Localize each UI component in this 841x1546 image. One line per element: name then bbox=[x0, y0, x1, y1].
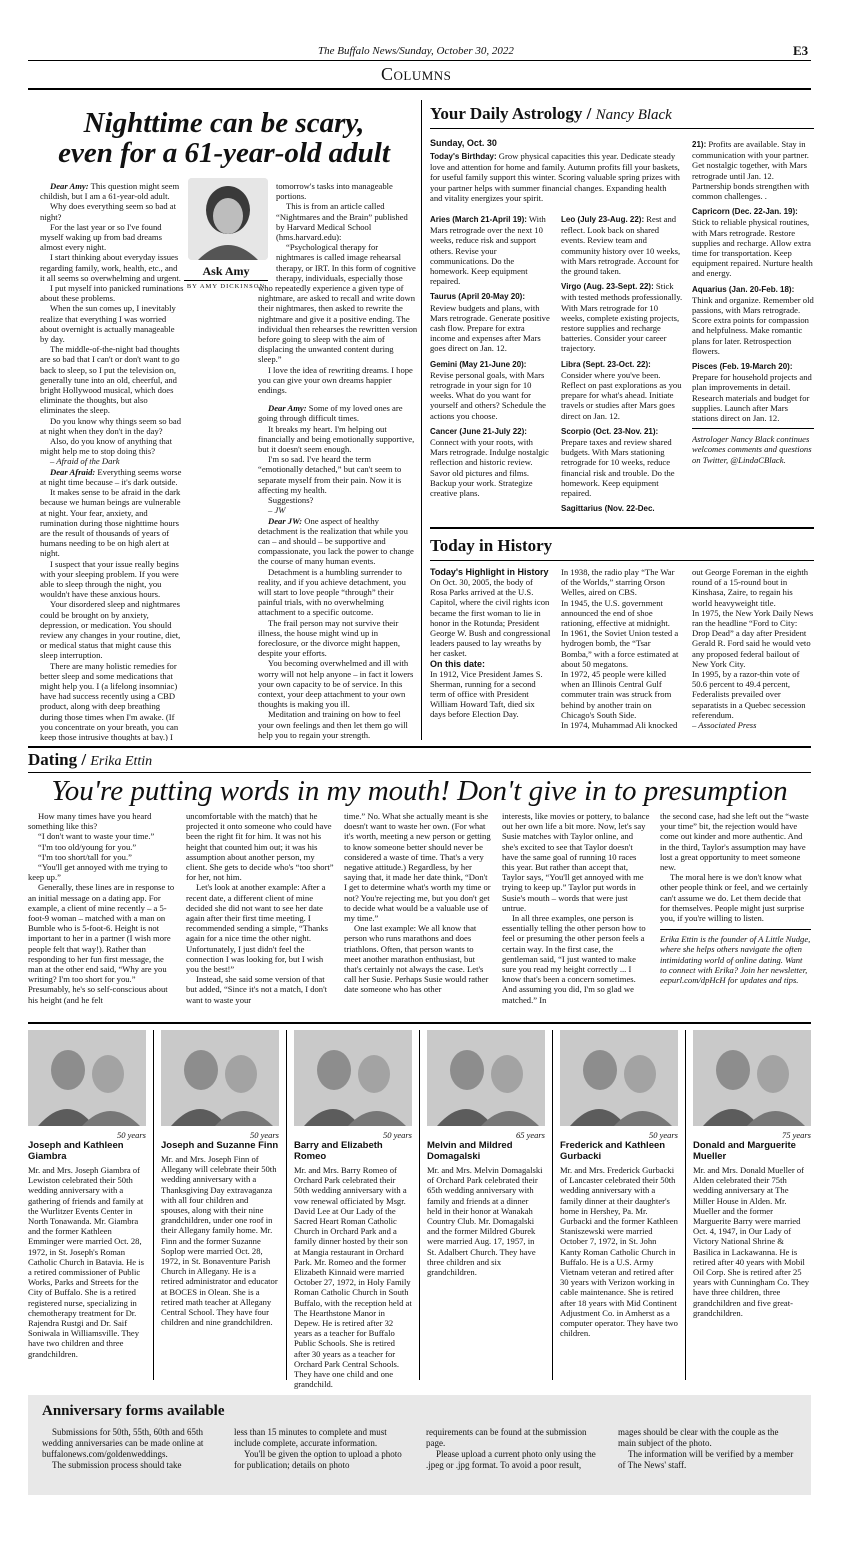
anniversary-entry bbox=[693, 1030, 811, 1390]
letter-paragraph bbox=[258, 618, 418, 659]
paragraph-text: Some of my loved ones are going through difficult times. bbox=[258, 403, 403, 424]
history-item: In 1945, the U.S. government announced the end of shoe rationing, effective at midnight. bbox=[561, 597, 670, 629]
paragraph: Instead, she said some version of that but added, “Since it's not a match, I don't want to waste your bbox=[186, 974, 328, 1005]
letter-paragraph bbox=[258, 495, 418, 505]
paragraph: The information will be verified by a member of The News' staff. bbox=[618, 1449, 794, 1470]
dating-bio: Erika Ettin is the founder of A Little Nudge, where she helps others navigate the often intimidating world of online dating. Want to connect with Erika? Join her newsletter, eepurl.com/dpHcH for updates and tips. bbox=[660, 934, 811, 986]
letter-paragraph bbox=[258, 424, 418, 455]
letter-paragraph bbox=[40, 181, 184, 201]
sign-text: Prepare taxes and review shared budgets. With Mars stationing retrograde for 10 weeks, reduce financial risk and trouble. Do the homework. Keep equipment repaired. bbox=[561, 437, 675, 499]
letter-paragraph bbox=[258, 658, 418, 709]
sign-text: Consider where you've been. Reflect on past explorations as you prepare for what's ahead. Initiate travels or studies after Mars goes direct on Jan. 12. bbox=[561, 369, 682, 421]
letter-paragraph bbox=[258, 567, 418, 618]
paragraph: “I'm too short/tall for you.” bbox=[38, 851, 132, 862]
couple-photo bbox=[560, 1030, 678, 1126]
sign-text: With Mars retrograde over the next 10 weeks, reduce risk and support others. Revise your communications. Do the homework. Keep equipment repaired. bbox=[430, 214, 546, 287]
couple-name: Joseph and Suzanne Finn bbox=[161, 1140, 279, 1151]
paragraph: Generally, these lines are in response to an initial message on a dating app. For example, a client of mine recently – a 5-foot-9 woman – matched with a man on Bumble who is 5-foot-6. Height is not important to her in a partner (I wish more people felt that way!). Rather than responding to her fun first message, the man at the other end said, “Why are you writing? I'm too short for you.” Presumably, he's so self-conscious about his height (and he felt bbox=[28, 882, 175, 1005]
horoscope-entry bbox=[430, 214, 552, 286]
header-rule bbox=[28, 60, 811, 61]
sign-label: Gemini (May 21-June 20): bbox=[430, 359, 527, 369]
paragraph: “You'll get annoyed with me trying to keep up.” bbox=[28, 862, 168, 883]
history-item: In 1975, the New York Daily News ran the headline “Ford to City: Drop Dead” a day after President Gerald R. Ford said he would veto any proposed federal bailout of New York City. bbox=[692, 607, 814, 669]
paragraph-text: I suspect that your issue really begins with your sleeping problem. If you were able to sleep through the night, you wouldn't have these anxious hours. bbox=[40, 558, 179, 600]
history-col-2 bbox=[561, 567, 683, 746]
letter-paragraph bbox=[40, 201, 184, 221]
paragraph-text: This is from an article called “Nightmares and the Brain” published by Harvard Medical School (hms.harvard.edu): bbox=[276, 201, 408, 243]
sign-text: Rest and reflect. Look back on shared events. Review team and community history over 10 weeks, with Mars retrograde. Account for the ground taken. bbox=[561, 214, 681, 277]
sign-label: Cancer (June 21-July 22): bbox=[430, 426, 527, 436]
logo-rule bbox=[184, 280, 268, 281]
sign-text: Review budgets and plans, with Mars retrograde. Generate positive cash flow. Prepare for extra income and expenses after Mars goes direct on Jan. 12. bbox=[430, 302, 550, 354]
anniversary-entry bbox=[560, 1030, 678, 1390]
forms-col-1 bbox=[42, 1427, 222, 1487]
sign-label: Aquarius (Jan. 20-Feb. 18): bbox=[692, 284, 795, 294]
sign-label: Leo (July 23-Aug. 22): bbox=[561, 215, 645, 224]
letter-paragraph bbox=[40, 559, 184, 600]
letter-paragraph bbox=[40, 344, 184, 415]
couple-photo bbox=[294, 1030, 412, 1126]
forms-col-4 bbox=[618, 1427, 798, 1487]
couple-photo bbox=[427, 1030, 545, 1126]
letter-paragraph bbox=[40, 467, 184, 487]
letter-paragraph bbox=[40, 661, 184, 741]
sign-text: Revise personal goals, with Mars retrograde in your sign for 10 weeks. What do you want for yourself and others? Schedule the actions you choose. bbox=[430, 369, 546, 421]
horoscope-entry bbox=[692, 284, 814, 356]
anniversaries-section bbox=[28, 1030, 811, 1390]
paragraph-text: The middle-of-the-night bad thoughts are so bad that I can't or don't want to go back to sleep, so I put the television on, generally tune into an old, cheerful, and bright Hollywood musical, which does eliminate the thoughts, but also eliminates the sleep. bbox=[40, 344, 180, 416]
astro-bottom-rule bbox=[430, 527, 814, 529]
paragraph-text: Suggestions? bbox=[268, 495, 314, 506]
paragraph-text: Everything seems worse at night time because – it's dark outside. bbox=[40, 466, 182, 487]
anniversary-text: Mr. and Mrs. Joseph Giambra of Lewiston celebrated their 50th wedding anniversary with a gathering of friends and family at the Wurlitzer Events Center in North Tonawanda. Mr. Giambra and the former Kathleen Emminger were married Oct. 28, 1972, in St. Joseph's Roman Catholic Church in Batavia. He is a retired commissioner of Public Works, Parks and Streets for the City of Buffalo. She is a retired registered nurse, specializing in chemotherapy treatment for Dr. Rajendra Rustgi and Dr. Saif Soniwala in Williamsville. They have two children and three grandchildren. bbox=[28, 1165, 144, 1359]
paragraph-text: tomorrow's tasks into manageable portions. bbox=[276, 181, 393, 202]
paragraph: interests, like movies or pottery, to balance out her own life a bit more. Now, let's say Susie matches with Taylor online, and she's excited to see that Taylor doesn't have the same goal of running 10 races this year. But rather than accept that, Taylor says, “You'll get annoyed with me trying to keep up.” Taylor put words in Susie's mouth – words that were just untrue. bbox=[502, 811, 650, 913]
anniversary-years: 50 years bbox=[249, 1130, 279, 1140]
salutation: Dear Amy: bbox=[50, 181, 89, 191]
anniversary-years: 65 years bbox=[515, 1130, 545, 1140]
dating-headline: You're putting words in my mouth! Don't give in to presumption bbox=[51, 775, 788, 807]
salutation: Dear Amy: bbox=[268, 403, 307, 414]
letter-paragraph bbox=[40, 416, 184, 436]
anniversary-entry bbox=[28, 1030, 146, 1390]
couple-photo bbox=[693, 1030, 811, 1126]
ask-amy-byline: BY AMY DICKINSON bbox=[186, 283, 266, 290]
astrology-col-2 bbox=[561, 214, 683, 514]
paragraph-text: “Psychological therapy for nightmares is called image rehearsal therapy, or IRT. In this form of cognitive therapy, individuals, especially those who repeatedly experience a given type of nightmare, are asked to recall and write down their nightmares, then asked to rewrite the nightmare and give it a positive ending. The individual then rehearses the rewritten version before going to sleep with the aim of displacing the unwanted content during sleep.” bbox=[258, 242, 418, 365]
couple-name: Frederick and Kathleen Gurbacki bbox=[560, 1140, 666, 1162]
paragraph-text: When the sun comes up, I inevitably realize that everything I was worried about overnight is actually manageable by day. bbox=[40, 303, 176, 345]
salutation: Dear Afraid: bbox=[50, 466, 96, 477]
couple-name: Donald and Marguerite Mueller bbox=[693, 1140, 796, 1162]
paragraph: In all three examples, one person is essentially telling the other person how to feel or presuming the other person feels a certain way. In the first case, the gentleman said, “I just wanted to make sure you read my height correctly ... I know that's been a concern sometimes. And assuming you did, I'm so glad we matched.” In bbox=[502, 913, 646, 1005]
letter-paragraph bbox=[40, 487, 184, 558]
astrology-col-3 bbox=[692, 139, 814, 529]
paragraph: Please upload a current photo only using the .jpeg or .jpg format. To avoid a poor result, bbox=[426, 1449, 596, 1470]
anniversary-years: 50 years bbox=[648, 1130, 678, 1140]
paragraph: Submissions for 50th, 55th, 60th and 65th wedding anniversaries can be made online at buffalonews.com/goldenweddings. bbox=[42, 1427, 204, 1459]
anniversary-text: Mr. and Mrs. Frederick Gurbacki of Lancaster celebrated their 50th wedding anniversary with a family dinner at their daughter's home in Hershey, Pa. Mr. Gurbacki and the former Kathleen Staniszewski were married October 7, 1972, in St. John Kanty Roman Catholic Church in Buffalo. He is a U.S. Army Vietnam veteran and retired after 30 years with Verizon working in cable maintenance. She is retired after 18 years with Mid Continent Adjustment Co. in Amherst as a computer operator. They have two children. bbox=[560, 1165, 678, 1339]
horoscope-entry bbox=[430, 426, 552, 498]
sign-text: Connect with your roots, with Mars retrograde. Indulge nostalgic reflection and historic review. Savor old pictures and films. Backup your work. Strategize creative plans. bbox=[430, 437, 549, 499]
letter-paragraph bbox=[40, 456, 184, 466]
signature: – JW bbox=[268, 505, 286, 516]
ask-amy-col-1 bbox=[40, 181, 184, 741]
paragraph-text: Do you know why things seem so bad at night when they don't in the day? bbox=[40, 415, 182, 436]
couple-photo-icon bbox=[28, 1030, 146, 1126]
bio-rule bbox=[660, 929, 811, 930]
amy-portrait bbox=[188, 178, 268, 260]
couple-name: Barry and Elizabeth Romeo bbox=[294, 1140, 383, 1162]
astrology-title: Your Daily Astrology / Nancy Black bbox=[430, 104, 672, 123]
paragraph: “I'm too old/young for you.” bbox=[38, 841, 137, 852]
letter-paragraph bbox=[40, 436, 184, 456]
column-rule bbox=[153, 1030, 154, 1380]
horoscope-entry bbox=[561, 359, 683, 421]
history-item: In 1974, Muhammad Ali knocked bbox=[561, 720, 678, 731]
letter-paragraph bbox=[40, 222, 184, 253]
paragraph-text: There are many holistic remedies for better sleep and some medications that might help you. I (a lifelong insomniac) have had success recently using a CBD product, along with deep breathing during those times when I'm awake. (If you concentrate on your breath, you can keep those intrusive thoughts at bay.) I bbox=[40, 660, 179, 741]
couple-photo bbox=[28, 1030, 146, 1126]
history-highlight: On Oct. 30, 2005, the body of Rosa Parks arrived at the U.S. Capitol, where the civil rights icon became the first woman to lie in honor in the Rotunda; President George W. Bush and congressional leaders paused to lay wreaths by her casket. bbox=[430, 577, 551, 659]
paragraph-text: This question might seem childish, but I am a 61-year-old adult. bbox=[40, 181, 180, 202]
horoscope-entry bbox=[430, 359, 552, 421]
astro-rule bbox=[430, 128, 814, 129]
letter-paragraph bbox=[258, 505, 418, 515]
astrology-col-1 bbox=[430, 214, 552, 514]
sign-label: 21): bbox=[692, 140, 707, 149]
astrology-birthday: Today's Birthday: Grow physical capacities this year. Dedicate steady love and attention for home and family. Autumn profits fill your baskets, for useful family support this winter. Scoring valuable spring prizes with your partner helps with summer financial changes. Expanding health and vitality energizes your spirit. bbox=[430, 151, 680, 203]
paragraph: How many times have you heard something like this? bbox=[28, 811, 152, 832]
ask-amy-column bbox=[28, 96, 420, 742]
couple-photo bbox=[161, 1030, 279, 1126]
letter-paragraph bbox=[258, 516, 418, 567]
sign-label: Taurus (April 20-May 20): bbox=[430, 292, 525, 302]
sign-text: Think and organize. Remember old passions, with Mars retrograde. Score extra points for compassion and helpfulness. Make romantic plans for later. Retrospection flowers. bbox=[692, 294, 814, 356]
anniversary-years: 75 years bbox=[781, 1130, 811, 1140]
history-item: In 1961, the Soviet Union tested a hydrogen bomb, the “Tsar Bomba,” with a force estimated at about 50 megatons. bbox=[561, 628, 679, 669]
dating-col-4 bbox=[502, 811, 650, 1011]
letter-paragraph bbox=[258, 365, 418, 396]
note-rule bbox=[692, 428, 814, 429]
history-col-3 bbox=[692, 567, 814, 746]
dating-col-3 bbox=[344, 811, 492, 1011]
salutation: Dear JW: bbox=[268, 515, 303, 526]
paragraph: time.” No. What she actually meant is she doesn't want to waste her own. (For what it's worth, meeting a new person or getting to know someone better should never be considered a waste of time. That's a very negative attitude.) Regardless, by her saying that, it made her date think, “Don't I get to determine what's worth my time or not? You're rejecting me, but you don't get to decide what would be a valuable use of my time.” bbox=[344, 811, 491, 924]
astrology-date: Sunday, Oct. 30 bbox=[430, 138, 497, 148]
letter-paragraph bbox=[258, 709, 418, 740]
sign-label: Sagittarius (Nov. 22-Dec. bbox=[561, 504, 655, 514]
paragraph-text: Also, do you know of anything that might help me to stop doing this? bbox=[40, 436, 172, 457]
horoscope-entry bbox=[692, 139, 814, 201]
history-item: In 1995, by a razor-thin vote of 50.6 percent to 49.4 percent, Federalists prevailed over separatists in a Quebec secession referendum. bbox=[692, 669, 806, 720]
horoscope-entry bbox=[561, 426, 683, 498]
history-item: In 1972, 45 people were killed when an Illinois Central Gulf commuter train was struck from behind by another train on Chicago's South Side. bbox=[561, 669, 672, 720]
ask-amy-headline: Nighttime can be scary, even for a 61-year-old adult bbox=[58, 107, 390, 169]
on-this-date-label: On this date: bbox=[430, 658, 486, 669]
anniversary-years: 50 years bbox=[382, 1130, 412, 1140]
letter-paragraph bbox=[258, 403, 418, 423]
anniversary-text: Mr. and Mrs. Joseph Finn of Allegany will celebrate their 50th wedding anniversary with a Thanksgiving Day extravaganza with all four children and spouses, along with their nine grandchildren, under one roof in their Allegany family home. Mr. Finn and the former Suzanne Soplop were married Oct. 28, 1972, in St. Bonaventure Parish Church in Allegany. He is a retired administrator and educator at BOCES in Olean. She is a retired math teacher at Allegany Central School. They have four children and nine grandchildren. bbox=[161, 1154, 278, 1328]
paragraph-text: I love the idea of rewriting dreams. I hope you can give your own dreams happier endings. bbox=[258, 364, 413, 396]
paragraph: the second case, had she left out the “waste your time” bit, the rejection would have come out kinder and more authentic. And in the third, Taylor's assumption may have lost a great opportunity to meet someone new. bbox=[660, 811, 809, 873]
paragraph-text: I start thinking about everyday issues regarding family, work, health, etc., and it all seems so overwhelming and urgent. bbox=[40, 252, 181, 283]
forms-col-2 bbox=[234, 1427, 414, 1487]
sign-text: Profits are available. Stay in communication with your partner. Get nostalgic together, with Mars retrograde until Jan. 12. Partnership bonds strengthen with common challenges. . bbox=[692, 139, 810, 202]
letter-paragraph bbox=[258, 201, 418, 242]
page-number: E3 bbox=[793, 43, 809, 58]
paragraph-text: For the last year or so I've found myself waking up from bad dreams almost every night. bbox=[40, 221, 162, 253]
anniversary-text: Mr. and Mrs. Melvin Domagalski of Orchard Park celebrated their 65th wedding anniversary with family and friends at a dinner held in their honor at Wanakah Country Club. Mr. Domagalski and the former Mildred Gburek were married Aug. 17, 1957, in St. Adalbert Church. They have three children and six grandchildren. bbox=[427, 1165, 543, 1278]
history-highlight-label: Today's Highlight in History bbox=[430, 567, 549, 577]
ask-amy-col-2 bbox=[258, 181, 418, 741]
paragraph-text: It breaks my heart. I'm helping out financially and being emotionally supportive, but it doesn't seem enough. bbox=[258, 423, 415, 455]
sign-label: Pisces (Feb. 19-March 20): bbox=[692, 362, 793, 372]
column-rule bbox=[685, 1030, 686, 1380]
couple-photo-icon bbox=[161, 1030, 279, 1126]
section-rule bbox=[28, 88, 811, 90]
paragraph-text: Detachment is a humbling surrender to reality, and if you achieve detachment, you will start to love people “through” their painful trials, with no overwhelming attachment to a specific outcome. bbox=[258, 566, 406, 618]
forms-title: Anniversary forms available bbox=[42, 1403, 225, 1419]
paragraph-text: The frail person may not survive their illness, the house might wind up in foreclosure, or the divorce might happen, despite your efforts. bbox=[258, 617, 400, 659]
astrology-note: Astrologer Nancy Black continues welcomes comments and questions on Twitter, @LindaCBlack. bbox=[692, 434, 812, 465]
letter-paragraph bbox=[40, 283, 184, 303]
dating-col-1 bbox=[28, 811, 176, 1011]
horoscope-entry bbox=[561, 503, 683, 514]
letter-paragraph bbox=[258, 181, 418, 201]
history-rule bbox=[430, 560, 814, 561]
history-item: In 1938, the radio play “The War of the Worlds,” starring Orson Welles, aired on CBS. bbox=[561, 567, 675, 598]
history-col-1 bbox=[430, 567, 552, 746]
anniversary-forms-box bbox=[28, 1395, 811, 1495]
horoscope-entry bbox=[561, 281, 683, 353]
ask-amy-logo: Ask Amy bbox=[202, 264, 250, 278]
couple-name: Joseph and Kathleen Giambra bbox=[28, 1140, 124, 1162]
astrology-section bbox=[430, 104, 814, 534]
paragraph-text: Your disordered sleep and nightmares could be brought on by anxiety, depression, or medication. You should review any changes in your routine, diet, or medical status that might cause this sleep interruption. bbox=[40, 599, 181, 661]
horoscope-entry bbox=[692, 206, 814, 278]
dating-col-5 bbox=[660, 811, 811, 1011]
dating-rule bbox=[28, 772, 811, 773]
paragraph-text: Meditation and training on how to feel your own feelings and then let them go will help you to regain your strength. bbox=[258, 709, 408, 740]
horoscope-entry bbox=[561, 214, 683, 276]
history-title: Today in History bbox=[430, 536, 553, 555]
column-rule bbox=[552, 1030, 553, 1380]
anniversary-years: 50 years bbox=[116, 1130, 146, 1140]
letter-paragraph bbox=[40, 252, 184, 283]
paragraph-text: It makes sense to be afraid in the dark because we human beings are vulnerable at night. Your fear, anxiety, and rumination during those nighttime hours are the result of thousands of years of humans needing to be on high alert at night. bbox=[40, 487, 181, 559]
paragraph: “I don't want to waste your time.” bbox=[38, 831, 155, 842]
paragraph: One last example: We all know that person who runs marathons and does triathlons. Often, that person wants to meet another marathon enthusiast, but that's certainly not always the case. Let's call her Susie. Perhaps Susie would rather date someone who has other bbox=[344, 923, 489, 995]
sign-text: Prepare for household projects and plan improvements in detail. Research materials and budget for supplies. Launch after Mars stations direct on Jan. 12. bbox=[692, 372, 812, 424]
anniversary-entry bbox=[161, 1030, 279, 1390]
column-rule bbox=[286, 1030, 287, 1380]
sign-label: Virgo (Aug. 23-Sept. 22): bbox=[561, 282, 654, 292]
anniversary-entry bbox=[427, 1030, 545, 1390]
history-section bbox=[430, 536, 814, 746]
couple-name: Melvin and Mildred Domagalski bbox=[427, 1140, 513, 1162]
page-header bbox=[0, 0, 841, 62]
dating-top-rule bbox=[28, 746, 811, 748]
column-rule bbox=[419, 1030, 420, 1380]
paragraph: uncomfortable with the match) that he projected it onto someone who could have been the right fit for him. It was not his height that counted him out; it was his assumption about another person, my client. She gets to decide who's “too short” for her, not him. bbox=[186, 811, 334, 883]
sign-text: Stick to reliable physical routines, with Mars retrograde. Restore supplies and recharge. Allow extra time for transportation. Keep equipment repaired. Nurture health and energy. bbox=[692, 217, 813, 279]
history-credit: – Associated Press bbox=[692, 720, 757, 731]
signature: – Afraid of the Dark bbox=[50, 456, 120, 467]
portrait-wrap-spacer bbox=[258, 181, 276, 281]
paragraph-text: One aspect of healthy detachment is the realization that while you can – and should – be supportive and compassionate, you lack the power to change the course of many human events. bbox=[258, 515, 414, 567]
forms-col-3 bbox=[426, 1427, 606, 1487]
couple-photo-icon bbox=[294, 1030, 412, 1126]
paragraph: Let's look at another example: After a recent date, a different client of mine decided she did not want to see her date again after their first time meeting. I recommended sending a simple, “Thanks again for a nice time the other night. Unfortunately, I just didn't feel the connection I was looking for, but I wish you the best!” bbox=[186, 882, 328, 975]
anniversary-text: Mr. and Mrs. Barry Romeo of Orchard Park celebrated their 50th wedding anniversary with a vow renewal officiated by Msgr. David Lee at Our Lady of the Sacred Heart Roman Catholic Church in Orchard Park and a family dinner hosted by their son at Mangia restaurant in Orchard Park. Mr. Romeo and the former Elizabeth Kinnaid were married October 27, 1972, in Holy Family Roman Catholic Church in South Buffalo, with the reception held at The Hearthstone Manor in Depew. He is retired after 32 years as a teacher for Buffalo Public Schools. She is retired after 30 years as a teacher for Orchard Park Central Schools. They have one child and one grandchild. bbox=[294, 1165, 412, 1390]
paragraph: less than 15 minutes to complete and must include complete, accurate information. bbox=[234, 1427, 387, 1448]
couple-photo-icon bbox=[560, 1030, 678, 1126]
letter-paragraph bbox=[258, 242, 418, 364]
dating-title: Dating / Erika Ettin bbox=[28, 750, 153, 769]
couple-photo-icon bbox=[693, 1030, 811, 1126]
paragraph-text: I'm so sad. I've heard the term “emotionally detached,” but can't seem to separate myself from their pain. Now it is affecting my health. bbox=[258, 454, 402, 495]
sign-label: Aries (March 21-April 19): bbox=[430, 215, 527, 224]
letter-paragraph bbox=[258, 454, 418, 495]
couple-photo-icon bbox=[427, 1030, 545, 1126]
anniversary-text: Mr. and Mrs. Donald Mueller of Alden celebrated their 75th wedding anniversary at The Miller House in Alden. Mr. Mueller and the former Marguerite Barry were married Oct. 4, 1947, in Our Lady of Victory National Shrine & Basilica in Lackawanna. He is retired after 40 years with Mobil Oil Corp. She is retired after 25 years with Cunningham Co. They have three children, three grandchildren and five great-grandchildren. bbox=[693, 1165, 810, 1318]
sign-label: Scorpio (Oct. 23-Nov. 21): bbox=[561, 426, 659, 436]
letter-paragraph bbox=[40, 303, 184, 344]
dating-section bbox=[28, 750, 811, 1012]
paragraph-text: You becoming overwhelmed and ill with worry will not help anyone – in fact it lowers your own capacity to be of service. In this context, your deep attachment to your own thoughts is making you ill. bbox=[258, 658, 414, 710]
sign-text: Stick with tested methods professionally. With Mars retrograde for 10 weeks, complete existing projects, restore supplies and recharge batteries. Consider your career trajectory. bbox=[561, 281, 683, 354]
anniv-top-rule bbox=[28, 1022, 811, 1024]
letter-paragraph bbox=[40, 599, 184, 660]
history-1912: In 1912, Vice President James S. Sherman, running for a second term of office with President William Howard Taft, died six days before Election Day. bbox=[430, 668, 543, 720]
vertical-rule bbox=[421, 100, 422, 740]
anniversary-entry bbox=[294, 1030, 412, 1390]
history-item: out George Foreman in the eighth round of a 15-round bout in Kinshasa, Zaire, to regain his world heavyweight title. bbox=[692, 567, 809, 608]
sign-label: Capricorn (Dec. 22-Jan. 19): bbox=[692, 207, 798, 217]
dating-col-2 bbox=[186, 811, 334, 1011]
paragraph: You'll be given the option to upload a photo for publication; details on photo bbox=[234, 1449, 402, 1470]
dateline: The Buffalo News/Sunday, October 30, 2022 bbox=[318, 45, 514, 57]
paragraph: The submission process should take bbox=[52, 1460, 182, 1470]
paragraph-text: I put myself into panicked ruminations about these problems. bbox=[40, 283, 184, 304]
paragraph: mages should be clear with the couple as the main subject of the photo. bbox=[618, 1427, 779, 1448]
horoscope-entry bbox=[692, 361, 814, 423]
horoscope-entry bbox=[430, 291, 552, 353]
amy-photo-icon bbox=[188, 178, 268, 260]
paragraph: The moral here is we don't know what other people think or feel, and we certainly can't assume we do. Let them decide that for themselves. People might just surprise you, if you're willing to listen. bbox=[660, 872, 808, 924]
paragraph-text: Why does everything seem so bad at night? bbox=[40, 201, 177, 222]
sign-label: Libra (Sept. 23-Oct. 22): bbox=[561, 359, 651, 369]
paragraph: requirements can be found at the submission page. bbox=[426, 1427, 587, 1448]
